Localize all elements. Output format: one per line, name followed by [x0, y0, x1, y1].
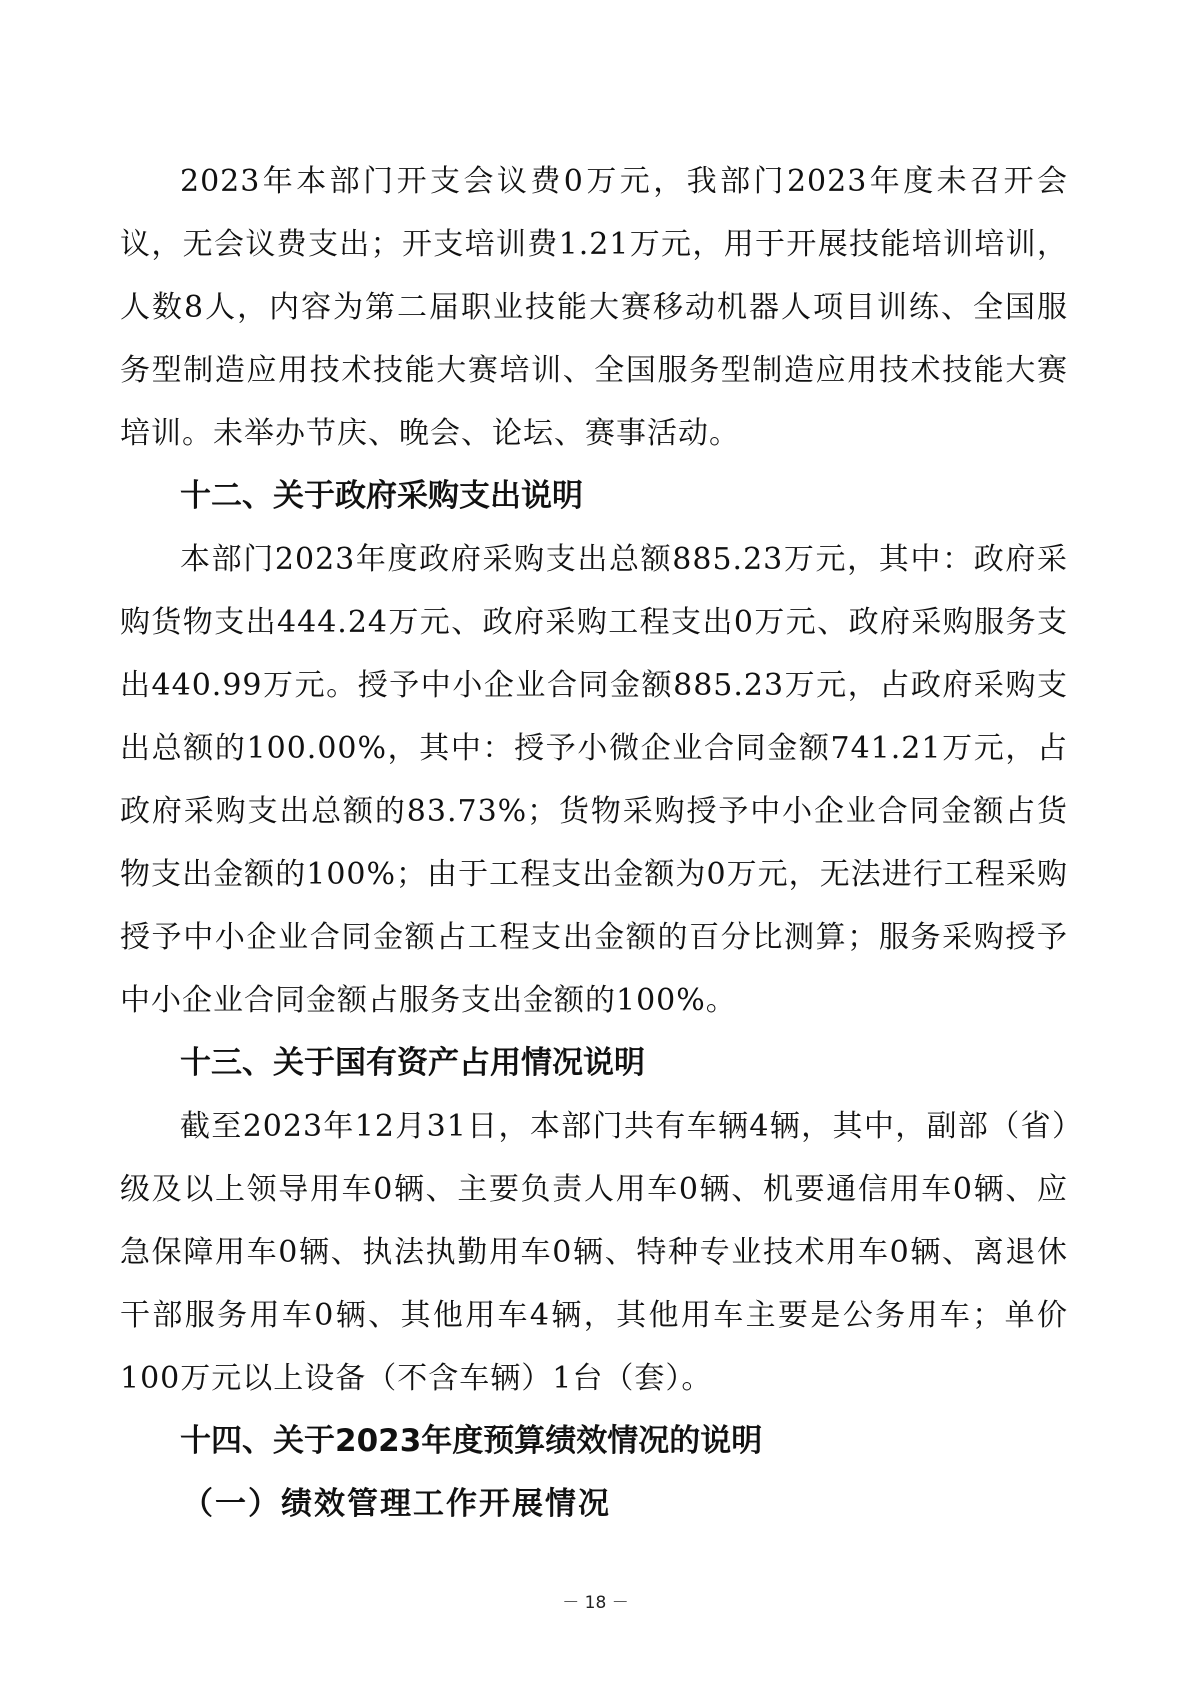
subheading-performance-management: （一）绩效管理工作开展情况 — [182, 1486, 611, 1522]
paragraph-meeting-training-fees: 2023年本部门开支会议费0万元，我部门2023年度未召开会议，无会议费支出；开支培训费1.21万元，用于开展技能培训培训，人数8人，内容为第二届职业技能大赛移动机器人项目训练、全国服务型制造应用技术技能大赛培训、全国服务型制造应用技术技能大赛培训。未举办节庆、晚会、论坛、赛事活动。 — [120, 164, 1068, 451]
paragraph-government-procurement: 本部门2023年度政府采购支出总额885.23万元，其中：政府采购货物支出444.24万元、政府采购工程支出0万元、政府采购服务支出440.99万元。授予中小企业合同金额885.23万元，占政府采购支出总额的100.00%，其中：授予小微企业合同金额741.21万元，占政府采购支出总额的83.73%；货物采购授予中小企业合同金额占货物支出金额的100%；由于工程支出金额为0万元，无法进行工程采购授予中小企业合同金额占工程支出金额的百分比测算；服务采购授予中小企业合同金额占服务支出金额的100%。 — [120, 542, 1068, 1018]
heading-section-14: 十四、关于2023年度预算绩效情况的说明 — [180, 1423, 763, 1459]
heading-section-12: 十二、关于政府采购支出说明 — [180, 478, 583, 514]
page-body — [120, 150, 1068, 1536]
heading-section-13: 十三、关于国有资产占用情况说明 — [180, 1045, 645, 1081]
page-number: － 18 － — [562, 1593, 629, 1613]
paragraph-state-assets: 截至2023年12月31日，本部门共有车辆4辆，其中，副部（省）级及以上领导用车0辆、主要负责人用车0辆、机要通信用车0辆、应急保障用车0辆、执法执勤用车0辆、特种专业技术用车0辆、离退休干部服务用车0辆、其他用车4辆，其他用车主要是公务用车；单价100万元以上设备（不含车辆）1台（套）。 — [120, 1109, 1068, 1396]
